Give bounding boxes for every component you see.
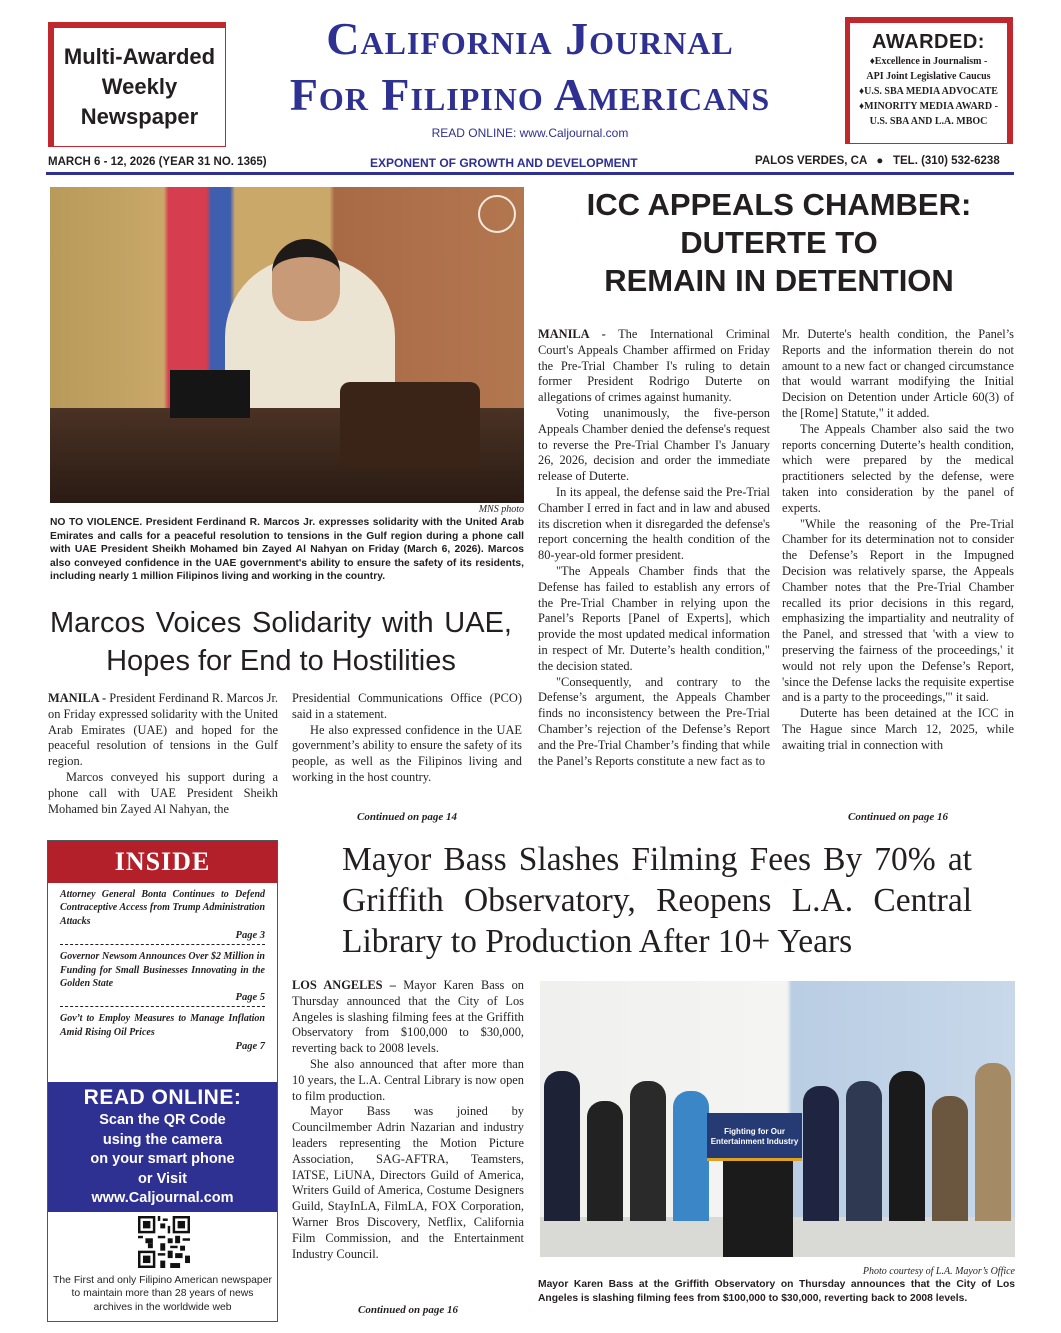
title-line-1: California Journal (326, 13, 734, 64)
inside-box (47, 840, 278, 1322)
paragraph: Mayor Bass was joined by Councilmember Adrin Nazarian and industry leaders representing the Motion Picture Association, SAG-AFTRA, Teamsters, IATSE, LiUNA, Directors Guild of America, Writers Guild of America, Costume Designers Guild, StayInLA, FilmLA, FOX Corporation, Warner Bros Discovery, Netflix, California Film Commission, and the Entertainment Industry Council. (292, 1104, 524, 1261)
issue-dateline: MARCH 6 - 12, 2026 (YEAR 31 NO. 1365) (48, 156, 267, 168)
headline-line: DUTERTE TO (680, 225, 878, 260)
photo-letter-box (340, 382, 480, 467)
masthead-rule (46, 172, 1014, 175)
location-phone (755, 155, 1000, 167)
paragraph: The Appeals Chamber also said the two reports concerning Duterte’s health condition, which were prepared by the medical practitioners selected by the defense, were taken into consideration by the panel of experts. (782, 421, 1014, 515)
location: PALOS VERDES, CA (755, 155, 867, 167)
read-online-line: using the camera (102, 1131, 223, 1148)
qr-code-icon[interactable] (138, 1216, 190, 1268)
title-line-2: For Filipino Americans (289, 69, 771, 120)
paragraph: "While the reasoning of the Pre-Trial Chamber for its determination not to consider the Defense’s Report in the Impugned Decision was relatively sparse, the Appeals Chamber notes that the Pre-Trial Chamber recalled its prior decisions in this regard, emphasizing the impartiality and neutrality of the Panel, and stressed that 'with a view to preserving the fairness of the proceedings,' it would not rely upon the Defense’s Report, 'since the Defense lacks the requisite expertise and is a party to the proceedings,'" it said. (782, 516, 1014, 705)
marcos-column-2 (292, 691, 522, 786)
paragraph: Mr. Duterte's health condition, the Panel’s Reports and the information therein do not amount to a new fact or changed circumstance that would warrant modifying the Initial Decision on Detention under Article 60(3) of the [Rome] Statute," it added. (782, 327, 1014, 420)
photo-figure (673, 1091, 709, 1221)
paragraph: Voting unanimously, the five-person Appeals Chamber denied the defense's request to reverse the Pre-Trial Chamber I's January 26, 2026, decision and order the immediate release of Duterte. (538, 405, 770, 484)
photo-figure-head (272, 239, 340, 321)
paragraph: Marcos conveyed his support during a phone call with UAE President Sheikh Mohamed bin Zayed Al Nahyan, the (48, 769, 278, 816)
photo-figure (846, 1081, 882, 1221)
inside-item-page: Page 7 (235, 1041, 265, 1053)
dateline: MANILA - (48, 691, 107, 705)
archive-tagline: The First and only Filipino American newspaper to maintain more than 28 years of news archives in the worldwide web (53, 1275, 272, 1313)
paragraph: She also announced that after more than 10 years, the L.A. Central Library is now open to film production. (292, 1056, 524, 1103)
podium-sign: Fighting for Our Entertainment Industry (707, 1113, 802, 1161)
marcos-headline: Marcos Voices Solidarity with UAE, Hopes for End to Hostilities (50, 607, 512, 677)
read-online-panel (48, 1082, 277, 1212)
award-left-line: Newspaper (80, 104, 199, 129)
multi-awarded-badge (48, 22, 226, 147)
paragraph: Duterte has been detained at the ICC in The Hague since March 12, 2025, while awaiting trial in connection with (782, 706, 1014, 752)
read-online-line: or Visit (138, 1170, 187, 1187)
read-online-line: on your smart phone (90, 1151, 235, 1167)
read-online-link[interactable]: READ ONLINE: www.Caljournal.com (431, 126, 629, 140)
podium (723, 1161, 793, 1257)
award-left-line: Multi-Awarded (63, 44, 216, 69)
awarded-badge (845, 17, 1013, 144)
award-line: ♦Excellence in Journalism - (869, 56, 988, 67)
photo-figure (544, 1071, 580, 1221)
dateline: LOS ANGELES – (292, 978, 396, 992)
tagline: EXPONENT OF GROWTH AND DEVELOPMENT (370, 156, 638, 170)
inside-item-title[interactable]: Attorney General Bonta Continues to Defend Contraceptive Access from Trump Administration Attacks (60, 889, 265, 927)
paragraph: Presidential Communications Office (PCO) said in a statement. (292, 691, 522, 721)
paragraph: "Consequently, and contrary to the Defense’s argument, the Appeals Chamber finds no inconsistency between the Pre-Trial Chamber’s rejection of the Defense’s Report and the Pre-Trial Chamber’s finding that while the Panel’s Reports constitute a new fact as to (538, 674, 770, 768)
inside-item-title[interactable]: Governor Newsom Announces Over $2 Million in Funding for Small Businesses Innovating in the Golden State (60, 951, 265, 990)
award-line: ♦MINORITY MEDIA AWARD - (859, 101, 998, 112)
photo-figure (889, 1071, 925, 1221)
paragraph: MANILA - President Ferdinand R. Marcos Jr. on Friday expressed solidarity with the United Arab Emirates (UAE) and hoped for the peaceful resolution of tensions in the Gulf region. (48, 691, 278, 769)
inside-item-title[interactable]: Gov’t to Employ Measures to Manage Inflation Amid Rising Oil Prices (60, 1013, 265, 1038)
paragraph: He also expressed confidence in the UAE government’s ability to ensure the safety of its people, as well as the Filipinos living and working in the host country. (292, 722, 522, 784)
dateline: MANILA - (538, 327, 606, 341)
griffith-observatory-photo (540, 981, 1015, 1257)
bass-column (292, 978, 524, 1262)
headline-line: ICC APPEALS CHAMBER: (586, 187, 972, 222)
marcos-phone-call-photo (50, 187, 524, 503)
award-left-line: Weekly (101, 74, 178, 99)
icc-column-1 (538, 327, 770, 769)
award-line: ♦U.S. SBA MEDIA ADVOCATE (859, 86, 998, 97)
award-line: U.S. SBA AND L.A. MBOC (869, 116, 988, 127)
continued-link[interactable]: Continued on page 14 (357, 811, 457, 823)
icc-headline (535, 186, 1023, 300)
continued-link[interactable]: Continued on page 16 (848, 811, 948, 823)
website-link[interactable]: www.Caljournal.com (91, 1190, 234, 1206)
photo-figure (630, 1081, 666, 1221)
phone-number: TEL. (310) 532-6238 (892, 155, 1000, 167)
inside-item-page: Page 3 (235, 930, 265, 942)
awarded-heading: AWARDED: (872, 31, 985, 53)
inside-item-page: Page 5 (235, 992, 265, 1004)
photo-caption: Mayor Karen Bass at the Griffith Observatory on Thursday announces that the City of Los Angeles is slashing filming fees from $100,000 to $30,000, reverting back to 2008 levels. (538, 1279, 1015, 1304)
seal-icon (478, 195, 516, 233)
headline-line: REMAIN IN DETENTION (604, 263, 954, 298)
paragraph: LOS ANGELES – Mayor Karen Bass on Thursday announced that the City of Los Angeles is slashing filming fees at the Griffith Observatory from $100,000 to $30,000, reverting back to 2008 levels. (292, 978, 524, 1056)
icc-column-2 (782, 327, 1014, 754)
photo-caption: NO TO VIOLENCE. President Ferdinand R. Marcos Jr. expresses solidarity with the United Arab Emirates and calls for a peaceful resolution to tensions in the Gulf region during a phone call with UAE President Sheikh Mohamed bin Zayed Al Nahyan on Friday (March 6, 2026). Marcos also conveyed confidence in the UAE government's ability to ensure the safety of its residents, including nearly 1 million Filipinos living and working in the country. (50, 517, 524, 582)
continued-link[interactable]: Continued on page 16 (358, 1304, 458, 1316)
bullet-icon: ● (876, 155, 884, 167)
newspaper-title (230, 12, 830, 124)
photo-credit: Photo courtesy of L.A. Mayor’s Office (862, 1266, 1015, 1277)
photo-monitor (170, 370, 250, 418)
read-online-heading: READ ONLINE: (83, 1086, 242, 1109)
photo-figure (587, 1101, 623, 1221)
bass-headline: Mayor Bass Slashes Filming Fees By 70% at Griffith Observatory, Reopens L.A. Central Library to Production After 10+ Years (342, 841, 972, 960)
marcos-column-1 (48, 691, 278, 817)
paragraph: MANILA - The International Criminal Court's Appeals Chamber affirmed on Friday the Pre-Trial Chamber I's ruling to detain former President Rodrigo Duterte on allegations of crimes against humanity. (538, 327, 770, 405)
photo-figure (932, 1096, 968, 1221)
paragraph: In its appeal, the defense said the Pre-Trial Chamber I erred in fact and in law and abused its discretion when it disregarded the defense's report concerning the health condition of the 80-year-old former president. (538, 484, 770, 563)
photo-figure (975, 1063, 1011, 1221)
inside-heading: INSIDE (48, 841, 277, 883)
photo-figure (803, 1086, 839, 1221)
award-line: API Joint Legislative Caucus (866, 71, 991, 82)
paragraph: "The Appeals Chamber finds that the Defense has failed to establish any errors of the Pre-Trial Chamber in relying upon the Panel’s Reports [Panel of Experts], which provide the most updated medical information in respect of Mr. Duterte’s health condition," the decision stated. (538, 563, 770, 673)
photo-credit: MNS photo (478, 504, 524, 515)
read-online-line: Scan the QR Code (99, 1112, 226, 1128)
